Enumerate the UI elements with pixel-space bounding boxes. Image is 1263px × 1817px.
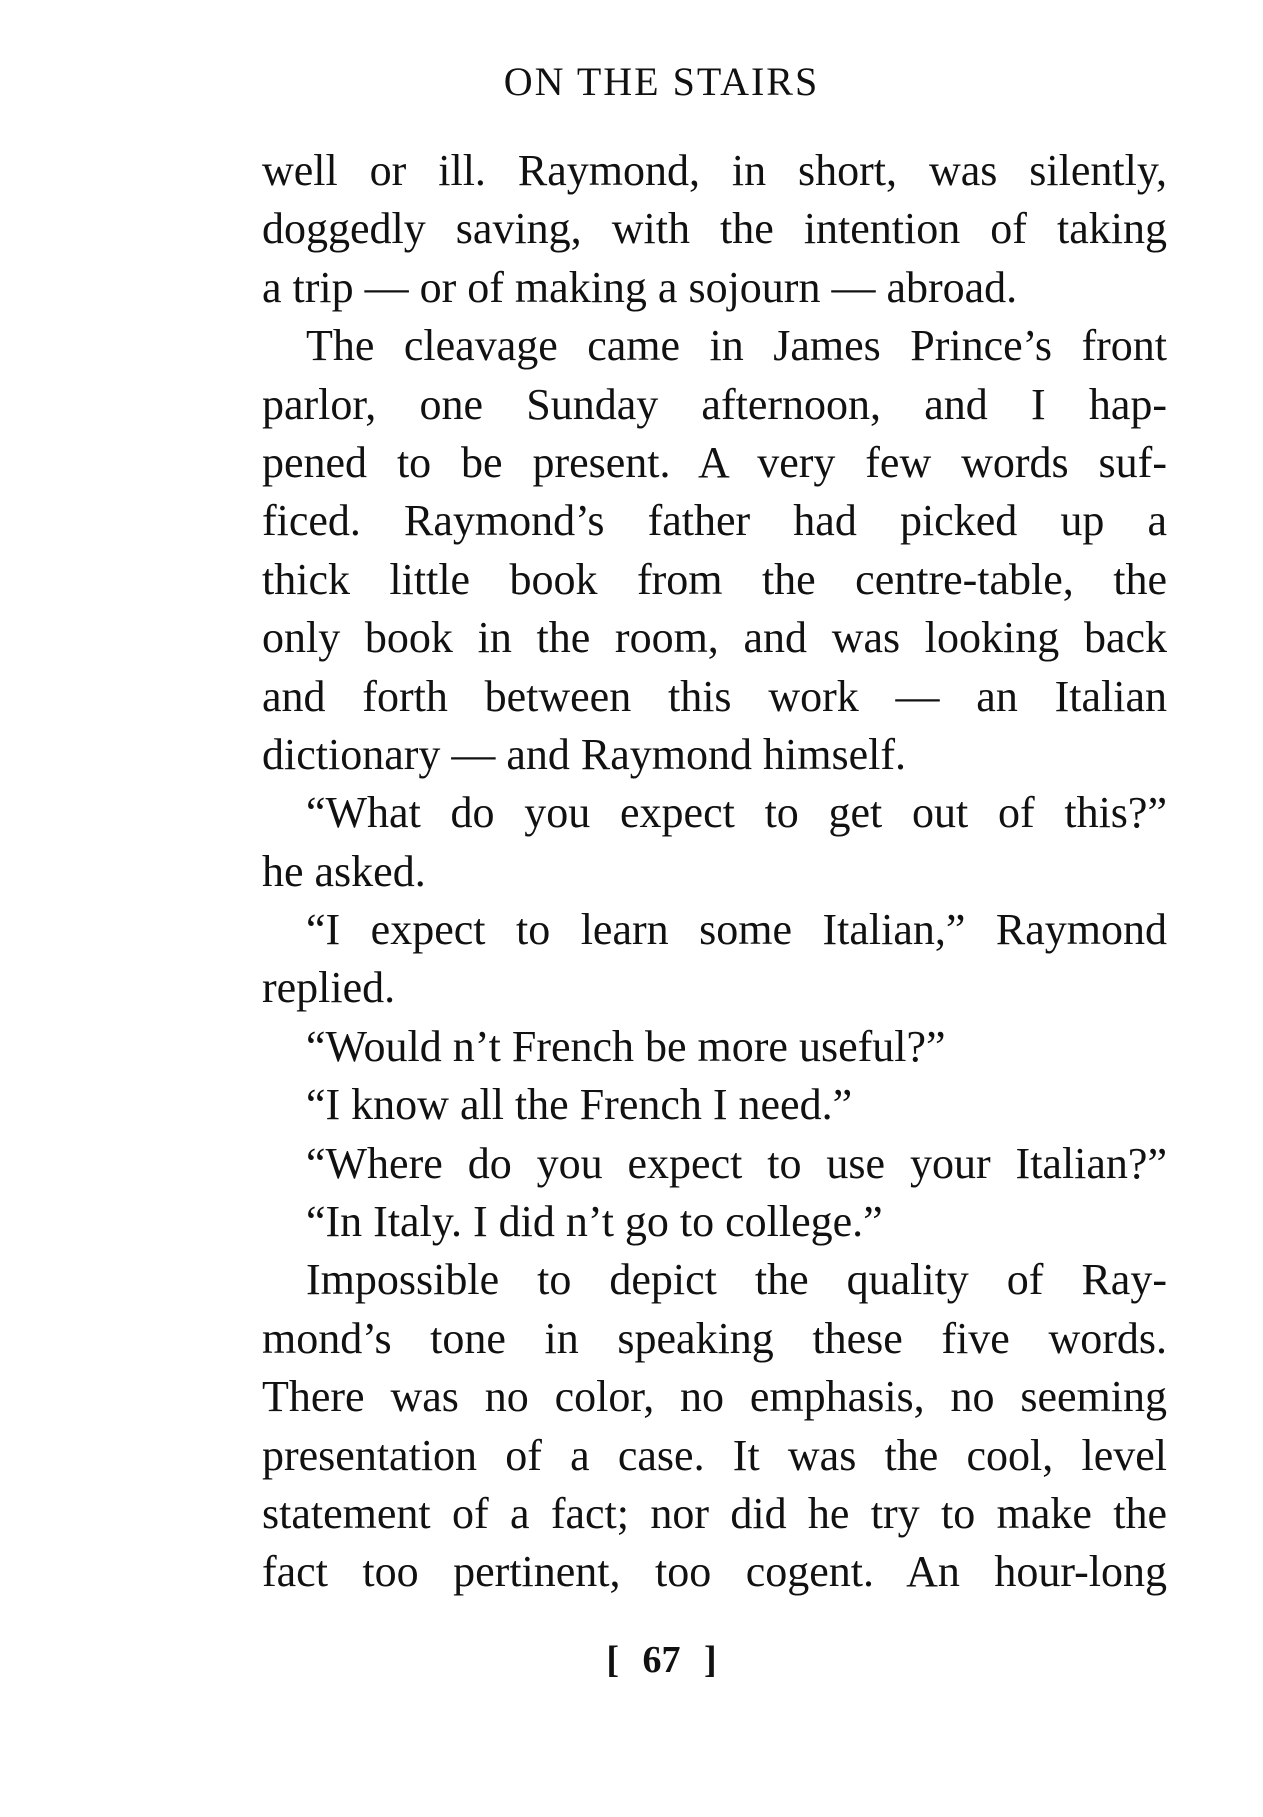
body-text [262, 142, 1167, 1602]
text-line: “I expect to learn some Italian,” Raymond [306, 905, 1167, 955]
text-line: Impossible to depict the quality of Ray- [306, 1255, 1167, 1305]
text-line: “Would n’t French be more useful?” [306, 1021, 946, 1071]
text-line: he asked. [262, 846, 426, 896]
text-line: dictionary — and Raymond himself. [262, 729, 906, 779]
text-line: doggedly saving, with the intention of taking [262, 204, 1167, 254]
text-line: “I know all the French I need.” [306, 1080, 853, 1130]
text-line: parlor, one Sunday afternoon, and I hap- [262, 379, 1167, 429]
text-line: There was no color, no emphasis, no seeming [262, 1372, 1167, 1422]
running-head: ON THE STAIRS [503, 59, 820, 104]
text-line: mond’s tone in speaking these five words. [262, 1313, 1167, 1363]
text-line: fact too pertinent, too cogent. An hour-long [262, 1547, 1167, 1597]
text-line: thick little book from the centre-table, the [262, 554, 1167, 604]
text-line: well or ill. Raymond, in short, was silently, [262, 146, 1167, 195]
text-line: a trip — or of making a sojourn — abroad. [262, 262, 1018, 312]
text-line: and forth between this work — an Italian [262, 671, 1167, 721]
text-line: presentation of a case. It was the cool, level [262, 1430, 1167, 1480]
text-line: replied. [262, 963, 396, 1013]
text-line: “Where do you expect to use your Italian?” [306, 1138, 1167, 1188]
folio-close-bracket: ] [704, 1639, 717, 1681]
text-line: “What do you expect to get out of this?” [306, 788, 1167, 838]
page-number [0, 1638, 1263, 1682]
text-line: statement of a fact; nor did he try to make the [262, 1488, 1167, 1538]
folio-number: 67 [642, 1639, 681, 1681]
text-line: “In Italy. I did n’t go to college.” [306, 1197, 883, 1247]
text-line: pened to be present. A very few words suf- [262, 437, 1167, 487]
text-line: The cleavage came in James Prince’s front [306, 321, 1167, 371]
text-line: ficed. Raymond’s father had picked up a [262, 496, 1167, 546]
text-line: only book in the room, and was looking back [262, 613, 1167, 663]
folio-open-bracket: [ [606, 1639, 619, 1681]
